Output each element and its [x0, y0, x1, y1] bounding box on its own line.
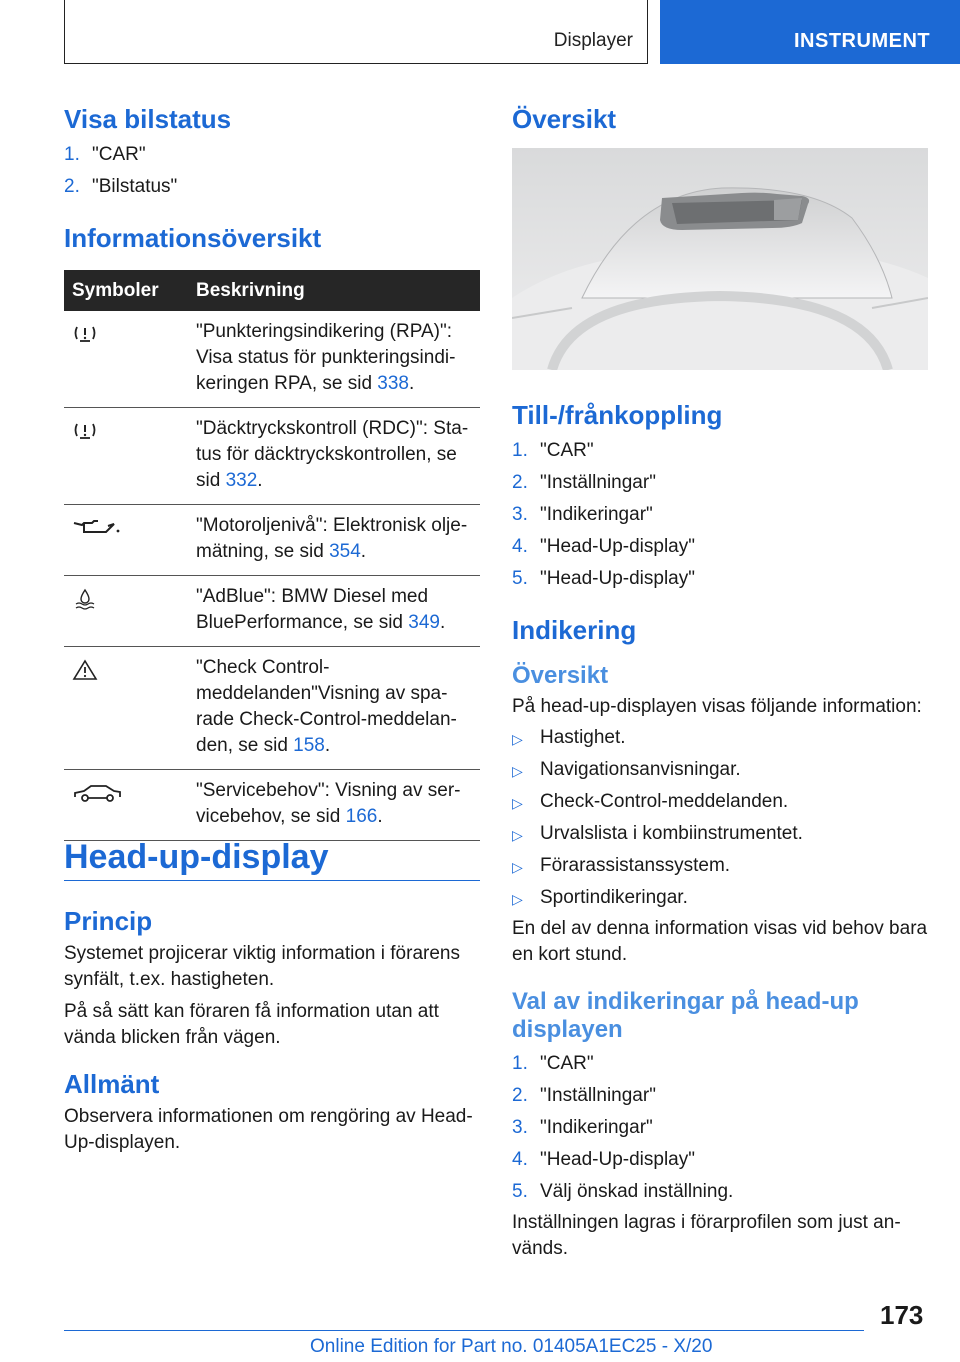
heading-val-av-indikeringar: Val av indikeringar på head-up displayen — [512, 988, 859, 1043]
step-text: "Inställningar" — [540, 472, 656, 493]
indikering-after: En del av denna information visas vid behov bara en kort stund. — [512, 918, 928, 965]
heading-till-frankoppling: Till-/frånkoppling — [512, 400, 723, 430]
bullet-text: Navigationsanvisningar. — [540, 759, 741, 780]
till-section — [512, 400, 928, 1262]
adblue-icon — [72, 594, 98, 615]
step-item — [512, 531, 928, 563]
step-text: Välj önskad inställning. — [540, 1181, 734, 1202]
page-reference-link[interactable]: 354 — [329, 541, 361, 562]
description-text: "Motoroljenivå": Elektronisk oljemätning, se sid — [196, 515, 468, 562]
page-reference-link[interactable]: 158 — [293, 735, 325, 756]
step-text: "CAR" — [540, 1053, 594, 1074]
table-row — [64, 408, 480, 505]
heading-indikering: Indikering — [512, 615, 637, 645]
symbol-cell — [64, 770, 188, 841]
step-item — [512, 499, 928, 531]
bullet-triangle-icon: ▷ — [512, 891, 523, 907]
description-cell — [188, 505, 480, 576]
table-header-row — [64, 270, 480, 311]
step-text: "Inställningar" — [540, 1085, 656, 1106]
col-description: Beskrivning — [188, 270, 480, 311]
step-text: "Head-Up-display" — [540, 536, 695, 557]
symbol-cell — [64, 311, 188, 408]
step-item — [512, 1048, 928, 1080]
symbol-cell — [64, 505, 188, 576]
oil-can-icon — [72, 523, 124, 544]
step-number: 2. — [512, 1085, 528, 1106]
step-item — [512, 1176, 928, 1208]
step-number: 1. — [64, 144, 80, 165]
symbol-cell — [64, 408, 188, 505]
description-text: "Servicebehov": Visning av servicebehov, se sid — [196, 780, 461, 827]
table-row — [64, 311, 480, 408]
description-cell — [188, 770, 480, 841]
footer-rule — [64, 1330, 864, 1331]
heading-informationsoversikt: Informationsöversikt — [64, 223, 322, 253]
page-reference-link[interactable]: 349 — [408, 612, 440, 633]
page-number: 173 — [880, 1300, 924, 1330]
bullet-item — [512, 818, 928, 850]
table-body — [64, 311, 480, 841]
bullet-triangle-icon: ▷ — [512, 795, 523, 811]
warning-triangle-icon — [72, 665, 98, 686]
bullet-triangle-icon: ▷ — [512, 827, 523, 843]
description-cell — [188, 408, 480, 505]
tire-warning-icon — [72, 329, 98, 350]
hud-section — [64, 838, 480, 877]
description-end: . — [324, 735, 331, 756]
description-cell — [188, 647, 480, 770]
princip-section — [64, 906, 480, 1156]
visa-bilstatus-section — [64, 104, 480, 254]
description-text: "Punkteringsindikering (RPA)": Visa status för punkteringsindikeringen RPA, se sid — [196, 321, 456, 394]
step-item — [512, 1144, 928, 1176]
step-number: 4. — [512, 536, 528, 557]
till-steps-list — [512, 435, 928, 595]
bullet-text: Förarassistanssystem. — [540, 855, 731, 876]
description-end: . — [360, 541, 367, 562]
symbol-cell — [64, 647, 188, 770]
description-end: . — [439, 612, 446, 633]
step-text: "Head-Up-display" — [540, 1149, 695, 1170]
table-row — [64, 576, 480, 647]
princip-paragraph-1: Systemet projicerar viktig information i förarens synfält, t.ex. hastigheten. — [64, 943, 460, 990]
step-item — [512, 435, 928, 467]
heading-visa-bilstatus: Visa bilstatus — [64, 104, 232, 134]
col-symbols: Symboler — [64, 270, 188, 311]
bullet-text: Check-Control-meddelanden. — [540, 791, 789, 812]
heading-head-up-display: Head-up-display — [64, 838, 329, 876]
heading-allmant: Allmänt — [64, 1069, 160, 1099]
heading-oversikt: Översikt — [512, 104, 617, 134]
val-steps-list — [512, 1048, 928, 1208]
heading-princip: Princip — [64, 906, 153, 936]
description-text: "AdBlue": BMW Diesel med BluePerformance, se sid — [196, 586, 429, 633]
bullet-item — [512, 786, 928, 818]
princip-paragraph-2: På så sätt kan föraren få information utan att vända blicken från vägen. — [64, 1001, 439, 1048]
bullet-item — [512, 850, 928, 882]
step-text: "CAR" — [92, 144, 146, 165]
hud-heading-rule — [64, 880, 480, 881]
symbol-table — [64, 270, 480, 841]
hud-photo-illustration — [512, 148, 928, 370]
bullet-triangle-icon: ▷ — [512, 859, 523, 875]
step-number: 2. — [512, 472, 528, 493]
step-item — [512, 1112, 928, 1144]
step-item — [512, 467, 928, 499]
bullet-text: Sportindikeringar. — [540, 887, 688, 908]
step-number: 3. — [512, 504, 528, 525]
description-cell — [188, 576, 480, 647]
step-text: "Indikeringar" — [540, 504, 653, 525]
step-text: "Head-Up-display" — [540, 568, 695, 589]
step-item — [64, 171, 480, 203]
step-number: 5. — [512, 1181, 528, 1202]
symbol-cell — [64, 576, 188, 647]
description-end: . — [377, 806, 383, 827]
step-number: 5. — [512, 568, 528, 589]
step-number: 3. — [512, 1117, 528, 1138]
table-row — [64, 505, 480, 576]
step-item — [64, 139, 480, 171]
service-car-icon — [72, 788, 124, 809]
tire-warning-icon — [72, 426, 98, 447]
bullet-triangle-icon: ▷ — [512, 731, 523, 747]
bullet-item — [512, 754, 928, 786]
description-end: . — [409, 373, 415, 394]
visa-steps-list — [64, 139, 480, 203]
page-reference-link[interactable]: 338 — [377, 373, 409, 394]
step-text: "CAR" — [540, 440, 594, 461]
step-text: "Bilstatus" — [92, 176, 178, 197]
indikering-bullets — [512, 722, 928, 914]
description-cell — [188, 311, 480, 408]
table-row — [64, 647, 480, 770]
header-chapter-tab — [660, 0, 960, 64]
bullet-item — [512, 722, 928, 754]
step-text: "Indikeringar" — [540, 1117, 653, 1138]
header-chapter-title: INSTRUMENT — [794, 30, 931, 52]
description-end: . — [257, 470, 263, 491]
page-reference-link[interactable]: 166 — [345, 806, 378, 827]
step-number: 1. — [512, 440, 528, 461]
header-section-title: Displayer — [553, 30, 633, 51]
step-number: 1. — [512, 1053, 528, 1074]
val-after: Inställningen lagras i förarprofilen som just används. — [512, 1212, 901, 1259]
indikering-intro: På head-up-displayen visas följande information: — [512, 696, 922, 717]
hud-photo — [512, 148, 928, 370]
page-reference-link[interactable]: 332 — [225, 470, 258, 491]
step-number: 2. — [64, 176, 80, 197]
description-text: "Däcktryckskontroll (RDC)": Status för däcktryckskontrollen, se sid — [196, 418, 469, 491]
heading-oversikt-2: Översikt — [512, 662, 609, 689]
header-section-box — [64, 0, 648, 64]
footer-edition-link[interactable]: Online Edition for Part no. 01405A1EC25 - X/20 — [310, 1336, 713, 1357]
bullet-triangle-icon: ▷ — [512, 763, 523, 779]
description-text: "Check Control-meddelanden"Visning av sparade Check-Control-meddelanden, se sid — [196, 657, 457, 756]
step-number: 4. — [512, 1149, 528, 1170]
allmant-paragraph: Observera informationen om rengöring av Head-Up-displayen. — [64, 1106, 473, 1153]
oversikt-section — [512, 104, 928, 135]
table-row — [64, 770, 480, 841]
bullet-text: Hastighet. — [540, 727, 626, 748]
step-item — [512, 563, 928, 595]
bullet-item — [512, 882, 928, 914]
bullet-text: Urvalslista i kombiinstrumentet. — [540, 823, 803, 844]
step-item — [512, 1080, 928, 1112]
